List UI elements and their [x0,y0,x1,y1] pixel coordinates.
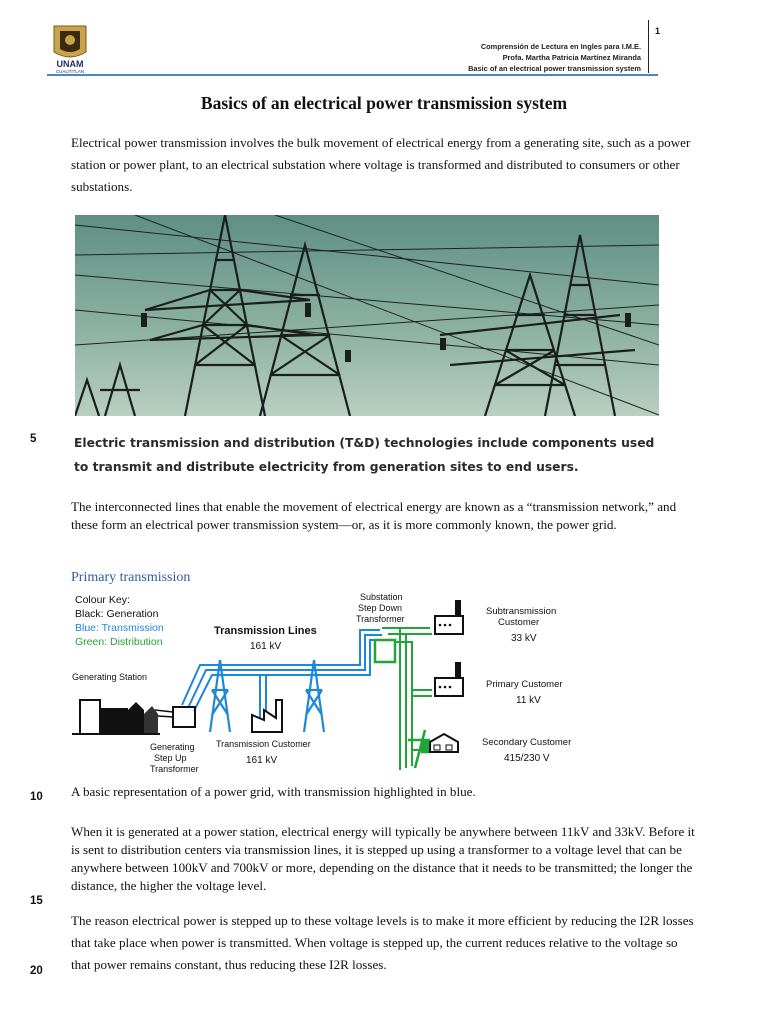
section-heading-primary-transmission: Primary transmission [71,570,191,585]
secondary-customer-house [430,734,458,752]
line-number-10: 10 [30,791,43,803]
secondary-customer-label: Secondary Customer [482,737,572,748]
header-divider [648,20,649,73]
primary-kv: 11 kV [516,695,541,706]
subtransmission-kv: 33 kV [511,633,537,644]
transmission-customer-kv: 161 kV [246,755,278,766]
transmission-lines-kv: 161 kV [250,641,282,652]
generating-station-building [72,700,160,734]
intro-paragraph: Electrical power transmission involves the bulk movement of electrical energy from a generating site, such as a power station or power plant, to an electrical substation where voltage is transformed and distributed to consumers or other substations. [71,135,691,194]
unam-logo [46,22,94,74]
transmission-lines-label: Transmission Lines [214,625,317,637]
subtransmission-customer-label: Subtransmission [486,606,557,617]
transmission-towers-photo [75,215,659,416]
primary-customer-label: Primary Customer [486,679,563,690]
colour-key-green: Green: Distribution [75,636,163,648]
colour-key-title: Colour Key: [75,594,130,606]
svg-text:CUAUTITLAN: CUAUTITLAN [55,69,85,74]
header-course: Comprensión de Lectura en Ingles para I.M.E. [480,42,641,51]
colour-key-blue: Blue: Transmission [75,622,164,634]
voltage-paragraph: When it is generated at a power station, electrical energy will typically be anywhere between 11kV and 33kV. Before it is sent to distribution centers via transmission lines, it is stepped up using a transformer to a voltage level that can be anywhere between 100kV and 700kV or more, depending on the distance that it needs to be transmitted; the longer the distance, the higher the voltage level. [71,824,695,893]
secondary-kv: 415/230 V [504,753,550,764]
photo-caption: Electric transmission and distribution (T&D) technologies include components used to transmit and distribute electricity from generation sites to end users. [74,436,655,474]
svg-text:Transformer: Transformer [150,764,199,774]
line-number-20: 20 [30,965,43,977]
line-number-15: 15 [30,895,43,907]
svg-text:Customer: Customer [498,617,540,628]
header-teacher: Profa. Martha Patricia Martínez Miranda [502,53,641,62]
network-paragraph: The interconnected lines that enable the movement of electrical energy are known as a “transmission network,” and these form an electrical power transmission system—or, as it is more commonly known, the power grid. [71,499,677,532]
svg-text:Generating: Generating [150,742,195,752]
reason-paragraph: The reason electrical power is stepped up to these voltage levels is to make it more efficient by reducing the I2R losses that take place when power is transmitted. When voltage is stepped up, the current reduces relative to the voltage so that power remains constant, thus reducing these I2R losses. [71,913,694,972]
generating-transformer [173,707,195,727]
subtransmission-customer-building [435,600,463,634]
generating-station-label: Generating Station [72,672,148,682]
header-rule [47,74,658,76]
header-topic: Basic of an electrical power transmission system [468,64,641,73]
substation-transformer [375,640,395,662]
power-grid-diagram [70,590,590,780]
page-number: 1 [655,26,661,36]
transmission-customer-label: Transmission Customer [216,739,311,749]
svg-text:Transformer: Transformer [356,614,405,624]
svg-text:Substation: Substation [360,592,403,602]
primary-customer-building [435,662,463,696]
svg-text:UNAM: UNAM [56,59,84,69]
page-title: Basics of an electrical power transmission system [200,93,568,113]
colour-key-black: Black: Generation [75,608,159,620]
svg-text:Step Up: Step Up [154,753,187,763]
svg-text:Step Down: Step Down [358,603,403,613]
diagram-caption: A basic representation of a power grid, with transmission highlighted in blue. [71,784,476,799]
line-number-5: 5 [30,433,37,445]
